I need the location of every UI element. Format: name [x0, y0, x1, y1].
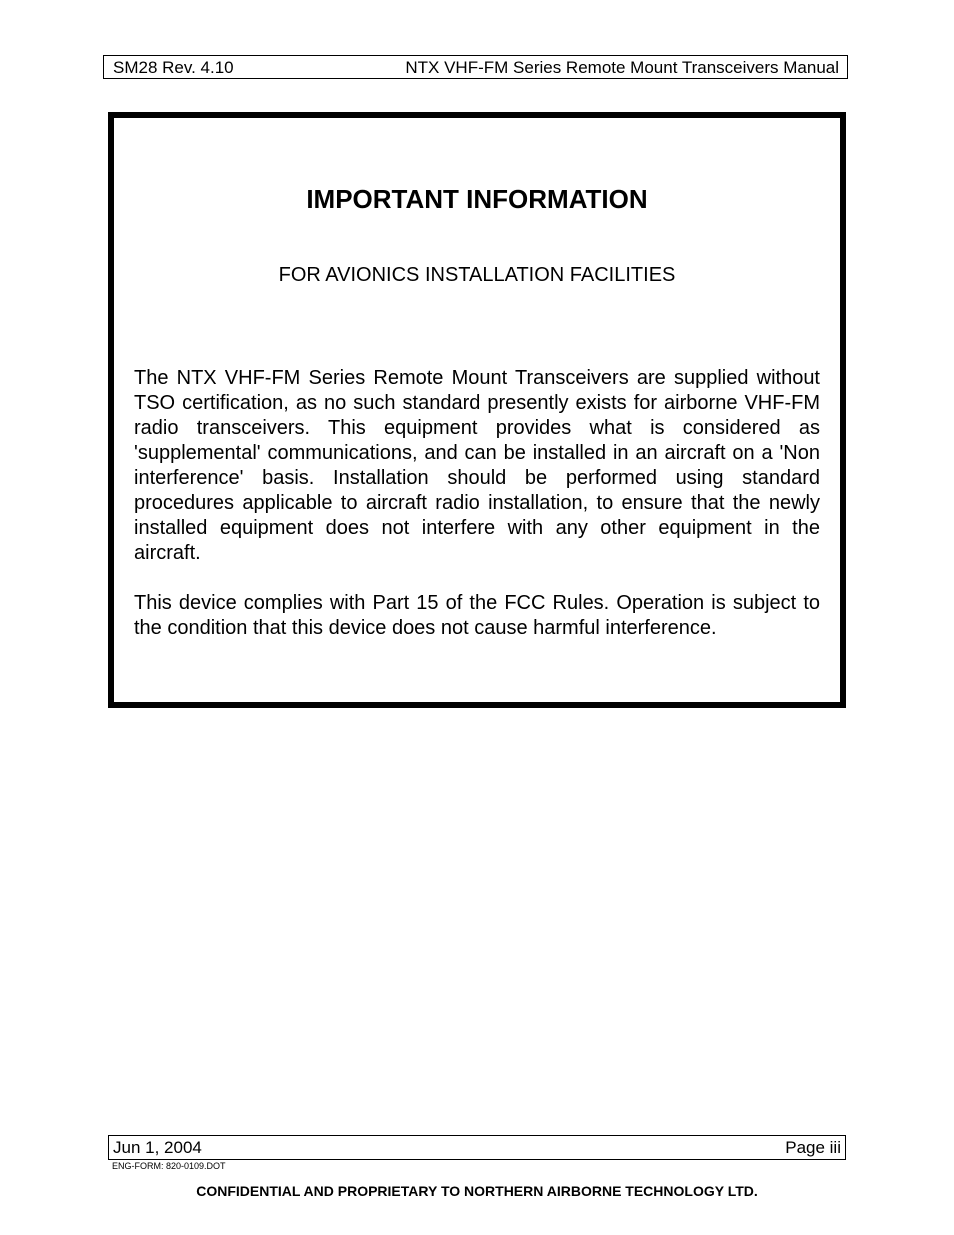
fcc-paragraph: This device complies with Part 15 of the FCC Rules. Operation is subject to the condition that this device does not cause harmful interference.	[134, 592, 820, 639]
notice-subtitle: FOR AVIONICS INSTALLATION FACILITIES	[278, 264, 676, 286]
footer-date: Jun 1, 2004	[113, 1138, 202, 1157]
notice-title: IMPORTANT INFORMATION	[306, 184, 648, 214]
confidentiality-notice: CONFIDENTIAL AND PROPRIETARY TO NORTHERN AIRBORNE TECHNOLOGY LTD.	[196, 1183, 758, 1199]
tso-paragraph: The NTX VHF-FM Series Remote Mount Transceivers are supplied without TSO certification, as no such standard presently exists for airborne VHF-FM radio transceivers. This equipment provides what is considered as 'supplemental' communications, and can be installed in an aircraft on a 'Non interference' basis. Installation should be performed using standard procedures applicable to aircraft radio installation, to ensure that the newly installed equipment does not interfere with any other equipment in the aircraft.	[134, 367, 820, 564]
document-title: NTX VHF-FM Series Remote Mount Transceivers Manual	[405, 58, 839, 77]
form-code: ENG-FORM: 820-0109.DOT	[112, 1161, 226, 1171]
important-information-box	[108, 112, 846, 708]
page-footer	[108, 1135, 846, 1160]
page-header	[103, 55, 848, 79]
page-number: Page iii	[785, 1138, 841, 1157]
document-number: SM28 Rev. 4.10	[113, 58, 234, 77]
